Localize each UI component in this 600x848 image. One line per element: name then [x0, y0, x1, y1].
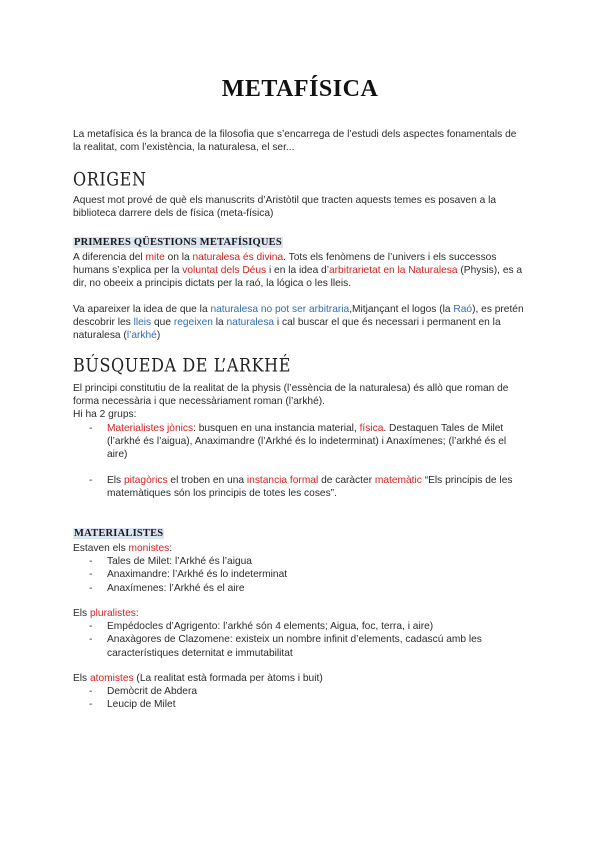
busqueda-section [73, 382, 525, 501]
heading-primeres-questions: PRIMERES QÜESTIONS METAFÍSIQUES [74, 237, 282, 248]
highlight-no-arbitraria: naturalesa no pot ser arbitraria [210, 304, 350, 315]
pluralistes-list [73, 620, 525, 660]
heading-origen: ORIGEN [73, 168, 147, 190]
highlight-voluntat-deus: voluntat dels Déus [182, 265, 267, 277]
list-item: - Empédocles d’Agrigento: l’arkhé són 4 elements; Aigua, foc, terra, i aire) [73, 620, 525, 633]
list-item: - Demòcrit de Abdera [73, 685, 525, 698]
highlight-arbitrarietat: arbitrarietat en la Naturalesa [329, 265, 458, 277]
highlight-naturalesa-divina: naturalesa és divina [192, 252, 284, 263]
highlight-regeixen: regeixen [173, 317, 213, 329]
highlight-atomistes: atomistes [89, 673, 134, 684]
list-item-pitagorics: - Els pitagòrics el troben en una instancia formal de caràcter matemàtic “Els principis de les matemàtiques són los principis de totes les coses”. [73, 474, 525, 500]
monistes-list [73, 555, 525, 595]
intro-paragraph: La metafísica és la branca de la filosofia que s’encarrega de l’estudi dels aspectes fonamentals de la realitat, com l’existència, la naturalesa, el ser... [73, 129, 517, 154]
origen-paragraph: Aquest mot prové de què els manuscrits d’Aristòtil que tracten aquests temes es posaven a la biblioteca darrere dels de física (meta-física) [73, 195, 497, 220]
heading-busqueda-arkhe: BÚSQUEDA DE L’ARKHÉ [73, 354, 292, 376]
atomistes-section: Els atomistes (La realitat està formada per àtoms i buit) - Demòcrit de Abdera - Leucip de Milet [73, 672, 525, 712]
highlight-rao: Raó [453, 304, 473, 315]
busqueda-list [73, 422, 525, 501]
busqueda-groups-line: Hi ha 2 grups: [73, 409, 137, 421]
busqueda-paragraph: El principi constitutiu de la realitat de la physis (l’essència de la naturalesa) és allò que roman de forma necessària i que necessàriament roman (l’arkhé). [73, 383, 509, 408]
highlight-lleis: lleis [133, 317, 152, 329]
highlight-monistes: monistes [128, 543, 170, 554]
primeres-paragraph-2: Va apareixer la idea de que la naturalesa no pot ser arbitraria,Mitjançant el logos (la Raó), es pretén descobrir les lleis que regeixen la naturalesa i cal buscar el que és necessari i permanent en la naturalesa (l’arkhé) [73, 304, 524, 342]
list-item: - Anaxàgores de Clazomene: existeix un nombre infinit d’elements, cadascú amb les característiques deternitat e immutabilitat [73, 633, 525, 659]
highlight-pluralistes: pluralistes [89, 608, 136, 619]
monistes-section: Estaven els monistes: - Tales de Milet: l’Arkhé és l’aigua - Anaximandre: l’Arkhé és lo indeterminat - Anaxímenes: l’Arkhé és el aire [73, 542, 525, 595]
highlight-arkhe: l’arkhé [126, 330, 157, 342]
page-title: METAFÍSICA [221, 76, 379, 102]
list-item: - Leucip de Milet [73, 698, 525, 711]
highlight-mite: mite [145, 252, 165, 263]
atomistes-list [73, 685, 525, 711]
pluralistes-section: Els pluralistes: - Empédocles d’Agrigento: l’arkhé són 4 elements; Aigua, foc, terra, i aire) - Anaxàgores de Clazomene: existeix un nombre infinit d’elements, cadascú amb les característiques deternitat e immutabilitat [73, 607, 525, 660]
heading-materialistes: MATERIALISTES [74, 528, 164, 539]
list-item: - Anaxímenes: l’Arkhé és el aire [73, 582, 525, 595]
list-item: - Anaximandre: l’Arkhé és lo indeterminat [73, 568, 525, 581]
list-item-materialistes-jonics: - Materialistes jònics: busquen en una instancia material, física. Destaquen Tales de Milet (l’arkhé és l’aigua), Anaximandre (l’Arkhé és lo indeterminat) i Anaxímenes; (l’arkhé és el aire) [73, 422, 525, 462]
primeres-paragraph-1: A diferencia del mite on la naturalesa és divina. Tots els fenòmens de l’univers i els successos humans s’explica per la voluntat dels Déus i en la idea d’arbitrarietat en la Naturalesa (Physis), es a dir, no obeeix a principis dictats per la raó, la lógica o les lleis. [73, 252, 523, 290]
highlight-naturalesa: naturalesa [226, 317, 275, 329]
list-item: - Tales de Milet: l’Arkhé és l’aigua [73, 555, 525, 568]
